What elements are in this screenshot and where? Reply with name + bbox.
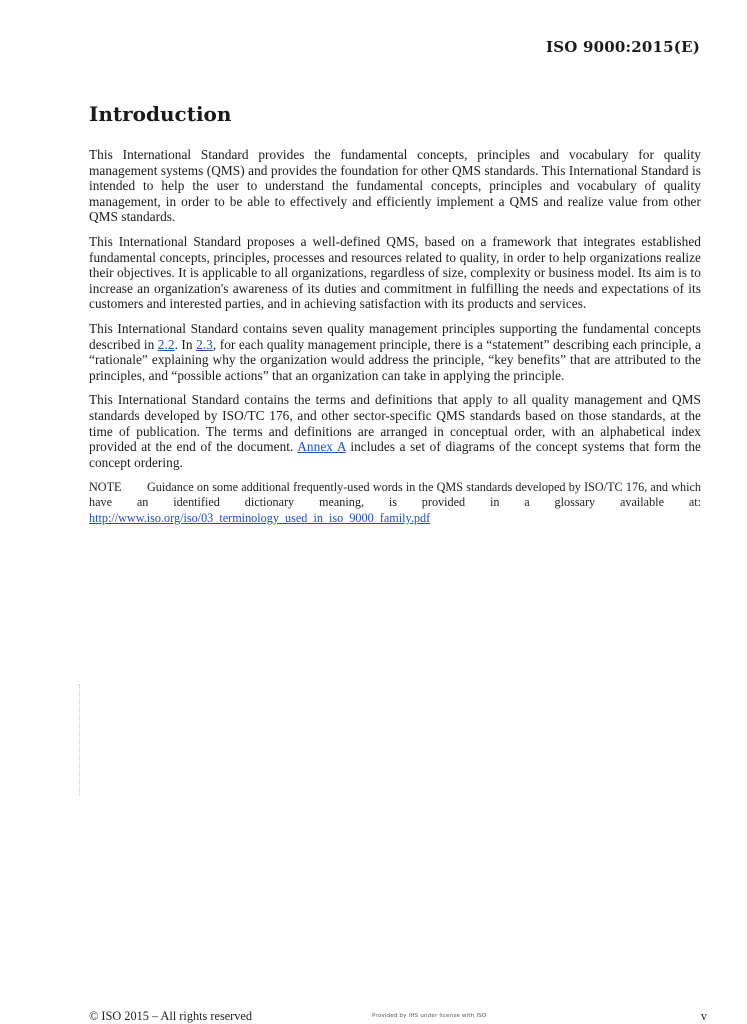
note-label: NOTE [89, 480, 122, 495]
paragraph-3 [89, 321, 701, 383]
copyright-notice: © ISO 2015 – All rights reserved [89, 1009, 253, 1023]
paragraph-3-text-b: . In [174, 336, 197, 352]
page-number: v [700, 1009, 707, 1023]
document-id: ISO 9000:2015(E) [546, 38, 700, 56]
paragraph-3-text-a: This International Standard contains seven quality management principles supporting the fundamental concepts described in [89, 320, 701, 352]
license-notice: Provided by IHS under license with ISO [372, 1013, 487, 1019]
page-title: Introduction [89, 102, 232, 126]
paragraph-2: This International Standard proposes a well-defined QMS, based on a framework that integrates established fundamental concepts, principles, processes and resources related to quality, in order to help organizations realize their objectives. It is applicable to all organizations, regardless of size, complexity or business model. Its aim is to increase an organization's awareness of its duties and commitment in fulfilling the needs and expectations of its customers and interested parties, and in achieving satisfaction with its products and services. [89, 233, 701, 312]
clause-2-3-link[interactable]: 2.3 [196, 336, 213, 352]
clause-2-2-link[interactable]: 2.2 [157, 336, 175, 352]
margin-dotted-rule [79, 684, 81, 796]
paragraph-4-text-b: includes a set of diagrams of the concept systems that form the concept ordering. [89, 439, 701, 470]
paragraph-4 [89, 392, 701, 470]
note [89, 480, 701, 526]
note-text: Guidance on some additional frequently-used words in the QMS standards developed by ISO/TC 176, and which have an identified dictionary meaning, is provided in a glossary available at: [89, 480, 701, 510]
paragraph-1: This International Standard provides the fundamental concepts, principles and vocabulary for quality management systems (QMS) and provides the foundation for other QMS standards. This International Standard is intended to help the user to understand the fundamental concepts, principles and vocabulary of quality management, in order to be able to effectively and efficiently implement a QMS and realize value from other QMS standards. [89, 147, 701, 225]
glossary-url-link[interactable]: http://www.iso.org/iso/03_terminology_used_in_iso_9000_family.pdf [89, 510, 431, 525]
paragraph-4-text-a: This International Standard contains the terms and definitions that apply to all quality management and QMS standards developed by ISO/TC 176, and other sector-specific QMS standards based on those standards, at the time of publication. The terms and definitions are arranged in conceptual order, with an alphabetical index provided at the end of the document. [89, 392, 701, 455]
document-body [89, 147, 701, 538]
annex-a-link[interactable]: Annex A [297, 439, 346, 455]
paragraph-3-text-c: , for each quality management principle, there is a “statement” describing each principle, a “rationale” explaining why the organization would address the principle, “key benefits” that are attributed to the principles, and “possible actions” that an organization can take in applying the principle. [89, 336, 701, 383]
